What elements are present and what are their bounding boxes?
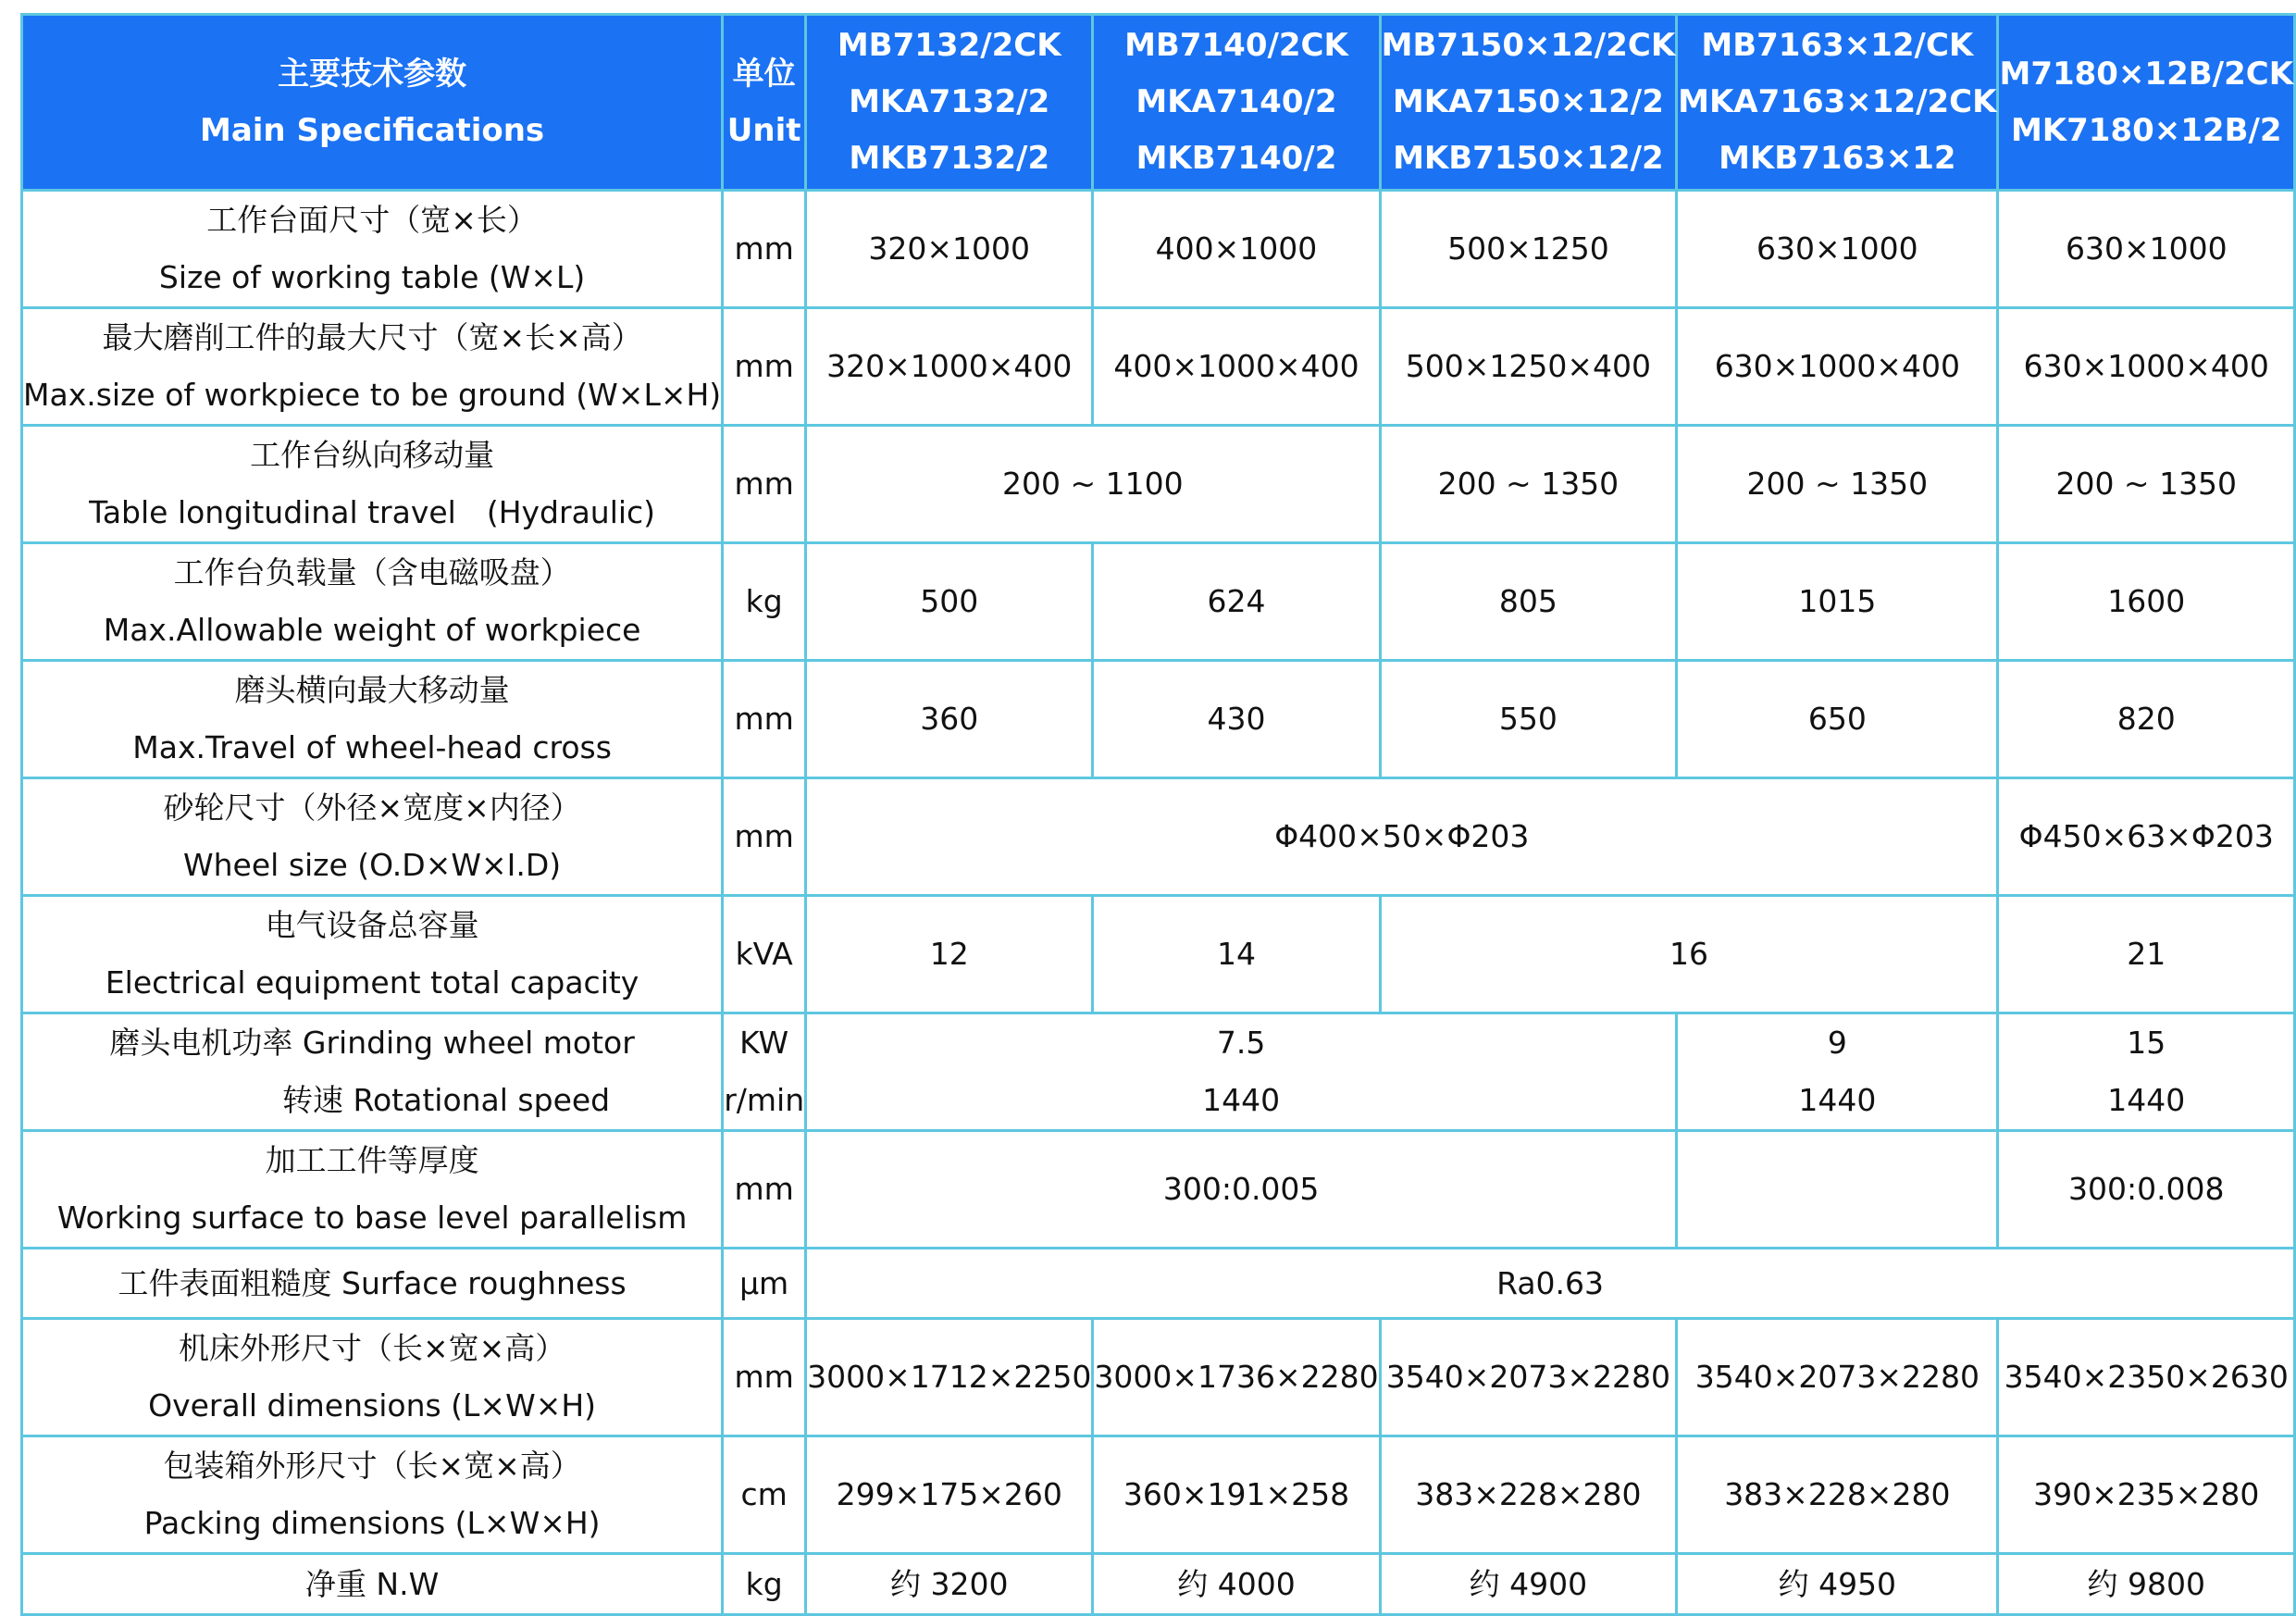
model-name: MKA7140/2 [1136, 83, 1337, 120]
motor-power: 9 [1827, 1025, 1847, 1061]
value-cell: 630×1000×400 [1677, 308, 1998, 426]
row-label [22, 543, 723, 661]
row-label [22, 1013, 723, 1131]
value-cell: 805 [1380, 543, 1677, 661]
value-cell: 820 [1998, 661, 2295, 778]
model-name: MB7132/2CK [837, 27, 1061, 64]
label-en: Working surface to base level parallelism [56, 1200, 688, 1236]
header-model-5 [1998, 15, 2295, 191]
row-unit: mm [723, 1131, 806, 1249]
value-cell: Φ450×63×Φ203 [1998, 778, 2295, 896]
header-unit-en: Unit [726, 111, 801, 149]
value-cell: 400×1000 [1093, 191, 1380, 308]
label-en: Size of working table (W×L) [158, 259, 586, 295]
header-model-4 [1677, 15, 1998, 191]
header-model-2 [1093, 15, 1380, 191]
table-row-parallelism [22, 1131, 2295, 1249]
header-model-3 [1380, 15, 1677, 191]
label-cn: 工作台面尺寸（宽×长） [206, 202, 538, 238]
row-unit: kg [723, 1554, 806, 1615]
header-spec-cn: 主要技术参数 [278, 55, 467, 93]
value-cell: 14 [1093, 896, 1380, 1013]
unit-speed: r/min [724, 1082, 805, 1118]
model-name: MKB7150×12/2 [1393, 140, 1664, 177]
model-name: MB7163×12/CK [1701, 27, 1974, 64]
value-cell: 320×1000 [806, 191, 1093, 308]
header-spec [22, 15, 723, 191]
value-cell: 约 3200 [806, 1554, 1093, 1615]
value-cell: 21 [1998, 896, 2295, 1013]
row-unit: mm [723, 191, 806, 308]
header-row [22, 15, 2295, 191]
value-cell: Ra0.63 [806, 1249, 2295, 1319]
value-cell: 630×1000×400 [1998, 308, 2295, 426]
value-cell: 630×1000 [1998, 191, 2295, 308]
row-label [22, 1319, 723, 1436]
value-cell: 320×1000×400 [806, 308, 1093, 426]
label-cn: 工作台负载量（含电磁吸盘） [173, 554, 571, 590]
model-name: MKB7163×12 [1719, 140, 1956, 177]
row-label [22, 308, 723, 426]
model-name: MB7140/2CK [1124, 27, 1348, 64]
label-cn: 电气设备总容量 [265, 907, 479, 943]
motor-power: 7.5 [1216, 1025, 1266, 1061]
value-cell: 约 9800 [1998, 1554, 2295, 1615]
model-name: MKB7132/2 [849, 140, 1050, 177]
value-cell: 200 ~ 1100 [806, 426, 1381, 543]
row-unit: kg [723, 543, 806, 661]
header-unit [723, 15, 806, 191]
value-cell [1998, 1013, 2295, 1131]
row-label: 工件表面粗糙度 Surface roughness [22, 1249, 723, 1319]
value-cell: 383×228×280 [1677, 1436, 1998, 1554]
model-name: MB7150×12/2CK [1381, 27, 1676, 64]
header-model-1 [806, 15, 1093, 191]
table-row-net-weight [22, 1554, 2295, 1615]
specifications-table [20, 13, 2296, 1616]
value-cell: 360×191×258 [1093, 1436, 1380, 1554]
value-cell: 360 [806, 661, 1093, 778]
model-name: MKA7163×12/2CK [1678, 83, 1997, 120]
model-name: MKA7132/2 [849, 83, 1050, 120]
value-cell: 200 ~ 1350 [1998, 426, 2295, 543]
row-label [22, 191, 723, 308]
value-cell: 390×235×280 [1998, 1436, 2295, 1554]
row-label [22, 778, 723, 896]
label-en: Max.size of workpiece to be ground (W×L×H) [23, 377, 722, 413]
value-cell: 550 [1380, 661, 1677, 778]
label-en: Electrical equipment total capacity [105, 964, 639, 1001]
value-cell: 400×1000×400 [1093, 308, 1380, 426]
value-cell [1677, 1131, 1998, 1249]
header-unit-cn: 单位 [732, 55, 796, 93]
value-cell: 1015 [1677, 543, 1998, 661]
value-cell: 16 [1380, 896, 1998, 1013]
value-cell: 12 [806, 896, 1093, 1013]
table-row-overall-dimensions [22, 1319, 2295, 1436]
motor-speed: 1440 [1202, 1082, 1281, 1118]
label-en: Packing dimensions (L×W×H) [143, 1505, 601, 1541]
value-cell: 299×175×260 [806, 1436, 1093, 1554]
row-label [22, 1131, 723, 1249]
table-row-surface-roughness [22, 1249, 2295, 1319]
label-en: Max.Travel of wheel-head cross [132, 729, 612, 765]
row-unit: mm [723, 426, 806, 543]
value-cell: Φ400×50×Φ203 [806, 778, 1998, 896]
value-cell: 500×1250 [1380, 191, 1677, 308]
row-unit: kVA [723, 896, 806, 1013]
row-unit: mm [723, 778, 806, 896]
row-label [22, 1436, 723, 1554]
value-cell: 383×228×280 [1380, 1436, 1677, 1554]
value-cell: 3540×2350×2630 [1998, 1319, 2295, 1436]
label-cn: 砂轮尺寸（外径×宽度×内径） [163, 789, 581, 826]
value-cell: 430 [1093, 661, 1380, 778]
label-cn: 包装箱外形尺寸（长×宽×高） [163, 1448, 581, 1484]
motor-speed: 1440 [1798, 1082, 1877, 1118]
value-cell: 500×1250×400 [1380, 308, 1677, 426]
row-unit: mm [723, 1319, 806, 1436]
label-en: Table longitudinal travel (Hydraulic) [89, 494, 656, 530]
row-label [22, 896, 723, 1013]
label-en: Wheel size (O.D×W×I.D) [183, 847, 562, 883]
label-cn: 工作台纵向移动量 [250, 437, 495, 473]
value-cell: 3000×1712×2250 [806, 1319, 1093, 1436]
table-row-wheel-motor [22, 1013, 2295, 1131]
header-spec-en: Main Specifications [200, 111, 545, 149]
value-cell: 约 4900 [1380, 1554, 1677, 1615]
table-row-max-workpiece-size [22, 308, 2295, 426]
row-unit: mm [723, 661, 806, 778]
table-row-electrical-capacity [22, 896, 2295, 1013]
table-row-wheel-size [22, 778, 2295, 896]
model-name: MK7180×12B/2 [2010, 111, 2282, 149]
row-label [22, 426, 723, 543]
model-name: MKB7140/2 [1136, 140, 1337, 177]
value-cell [1677, 1013, 1998, 1131]
row-unit: μm [723, 1249, 806, 1319]
value-cell: 1600 [1998, 543, 2295, 661]
table-row-allowable-weight [22, 543, 2295, 661]
value-cell: 约 4000 [1093, 1554, 1380, 1615]
label-en: Max.Allowable weight of workpiece [103, 612, 641, 648]
label-cn: 磨头电机功率 Grinding wheel motor [109, 1025, 635, 1061]
value-cell: 500 [806, 543, 1093, 661]
label-cn: 最大磨削工件的最大尺寸（宽×长×高） [102, 319, 642, 355]
row-label [22, 661, 723, 778]
label-cn: 机床外形尺寸（长×宽×高） [178, 1330, 566, 1366]
label-cn: 磨头横向最大移动量 [234, 672, 510, 708]
label-en: Overall dimensions (L×W×H) [148, 1387, 597, 1423]
value-cell: 3540×2073×2280 [1380, 1319, 1677, 1436]
value-cell: 624 [1093, 543, 1380, 661]
table-row-packing-dimensions [22, 1436, 2295, 1554]
value-cell: 200 ~ 1350 [1677, 426, 1998, 543]
label-cn: 加工工件等厚度 [265, 1142, 479, 1178]
table-row-wheel-head-travel [22, 661, 2295, 778]
value-cell: 约 4950 [1677, 1554, 1998, 1615]
value-cell [806, 1013, 1677, 1131]
row-unit: cm [723, 1436, 806, 1554]
value-cell: 630×1000 [1677, 191, 1998, 308]
value-cell: 300:0.005 [806, 1131, 1677, 1249]
value-cell: 650 [1677, 661, 1998, 778]
value-cell: 3540×2073×2280 [1677, 1319, 1998, 1436]
row-unit [723, 1013, 806, 1131]
table-row-longitudinal-travel [22, 426, 2295, 543]
motor-power: 15 [2127, 1025, 2166, 1061]
unit-power: KW [739, 1025, 789, 1061]
table-row-working-table-size [22, 191, 2295, 308]
motor-speed: 1440 [2107, 1082, 2186, 1118]
row-unit: mm [723, 308, 806, 426]
label-en: 转速 Rotational speed [282, 1082, 611, 1118]
value-cell: 3000×1736×2280 [1093, 1319, 1380, 1436]
model-name: MKA7150×12/2 [1392, 83, 1664, 120]
row-label: 净重 N.W [22, 1554, 723, 1615]
value-cell: 200 ~ 1350 [1380, 426, 1677, 543]
value-cell: 300:0.008 [1998, 1131, 2295, 1249]
model-name: M7180×12B/2CK [1999, 55, 2294, 93]
